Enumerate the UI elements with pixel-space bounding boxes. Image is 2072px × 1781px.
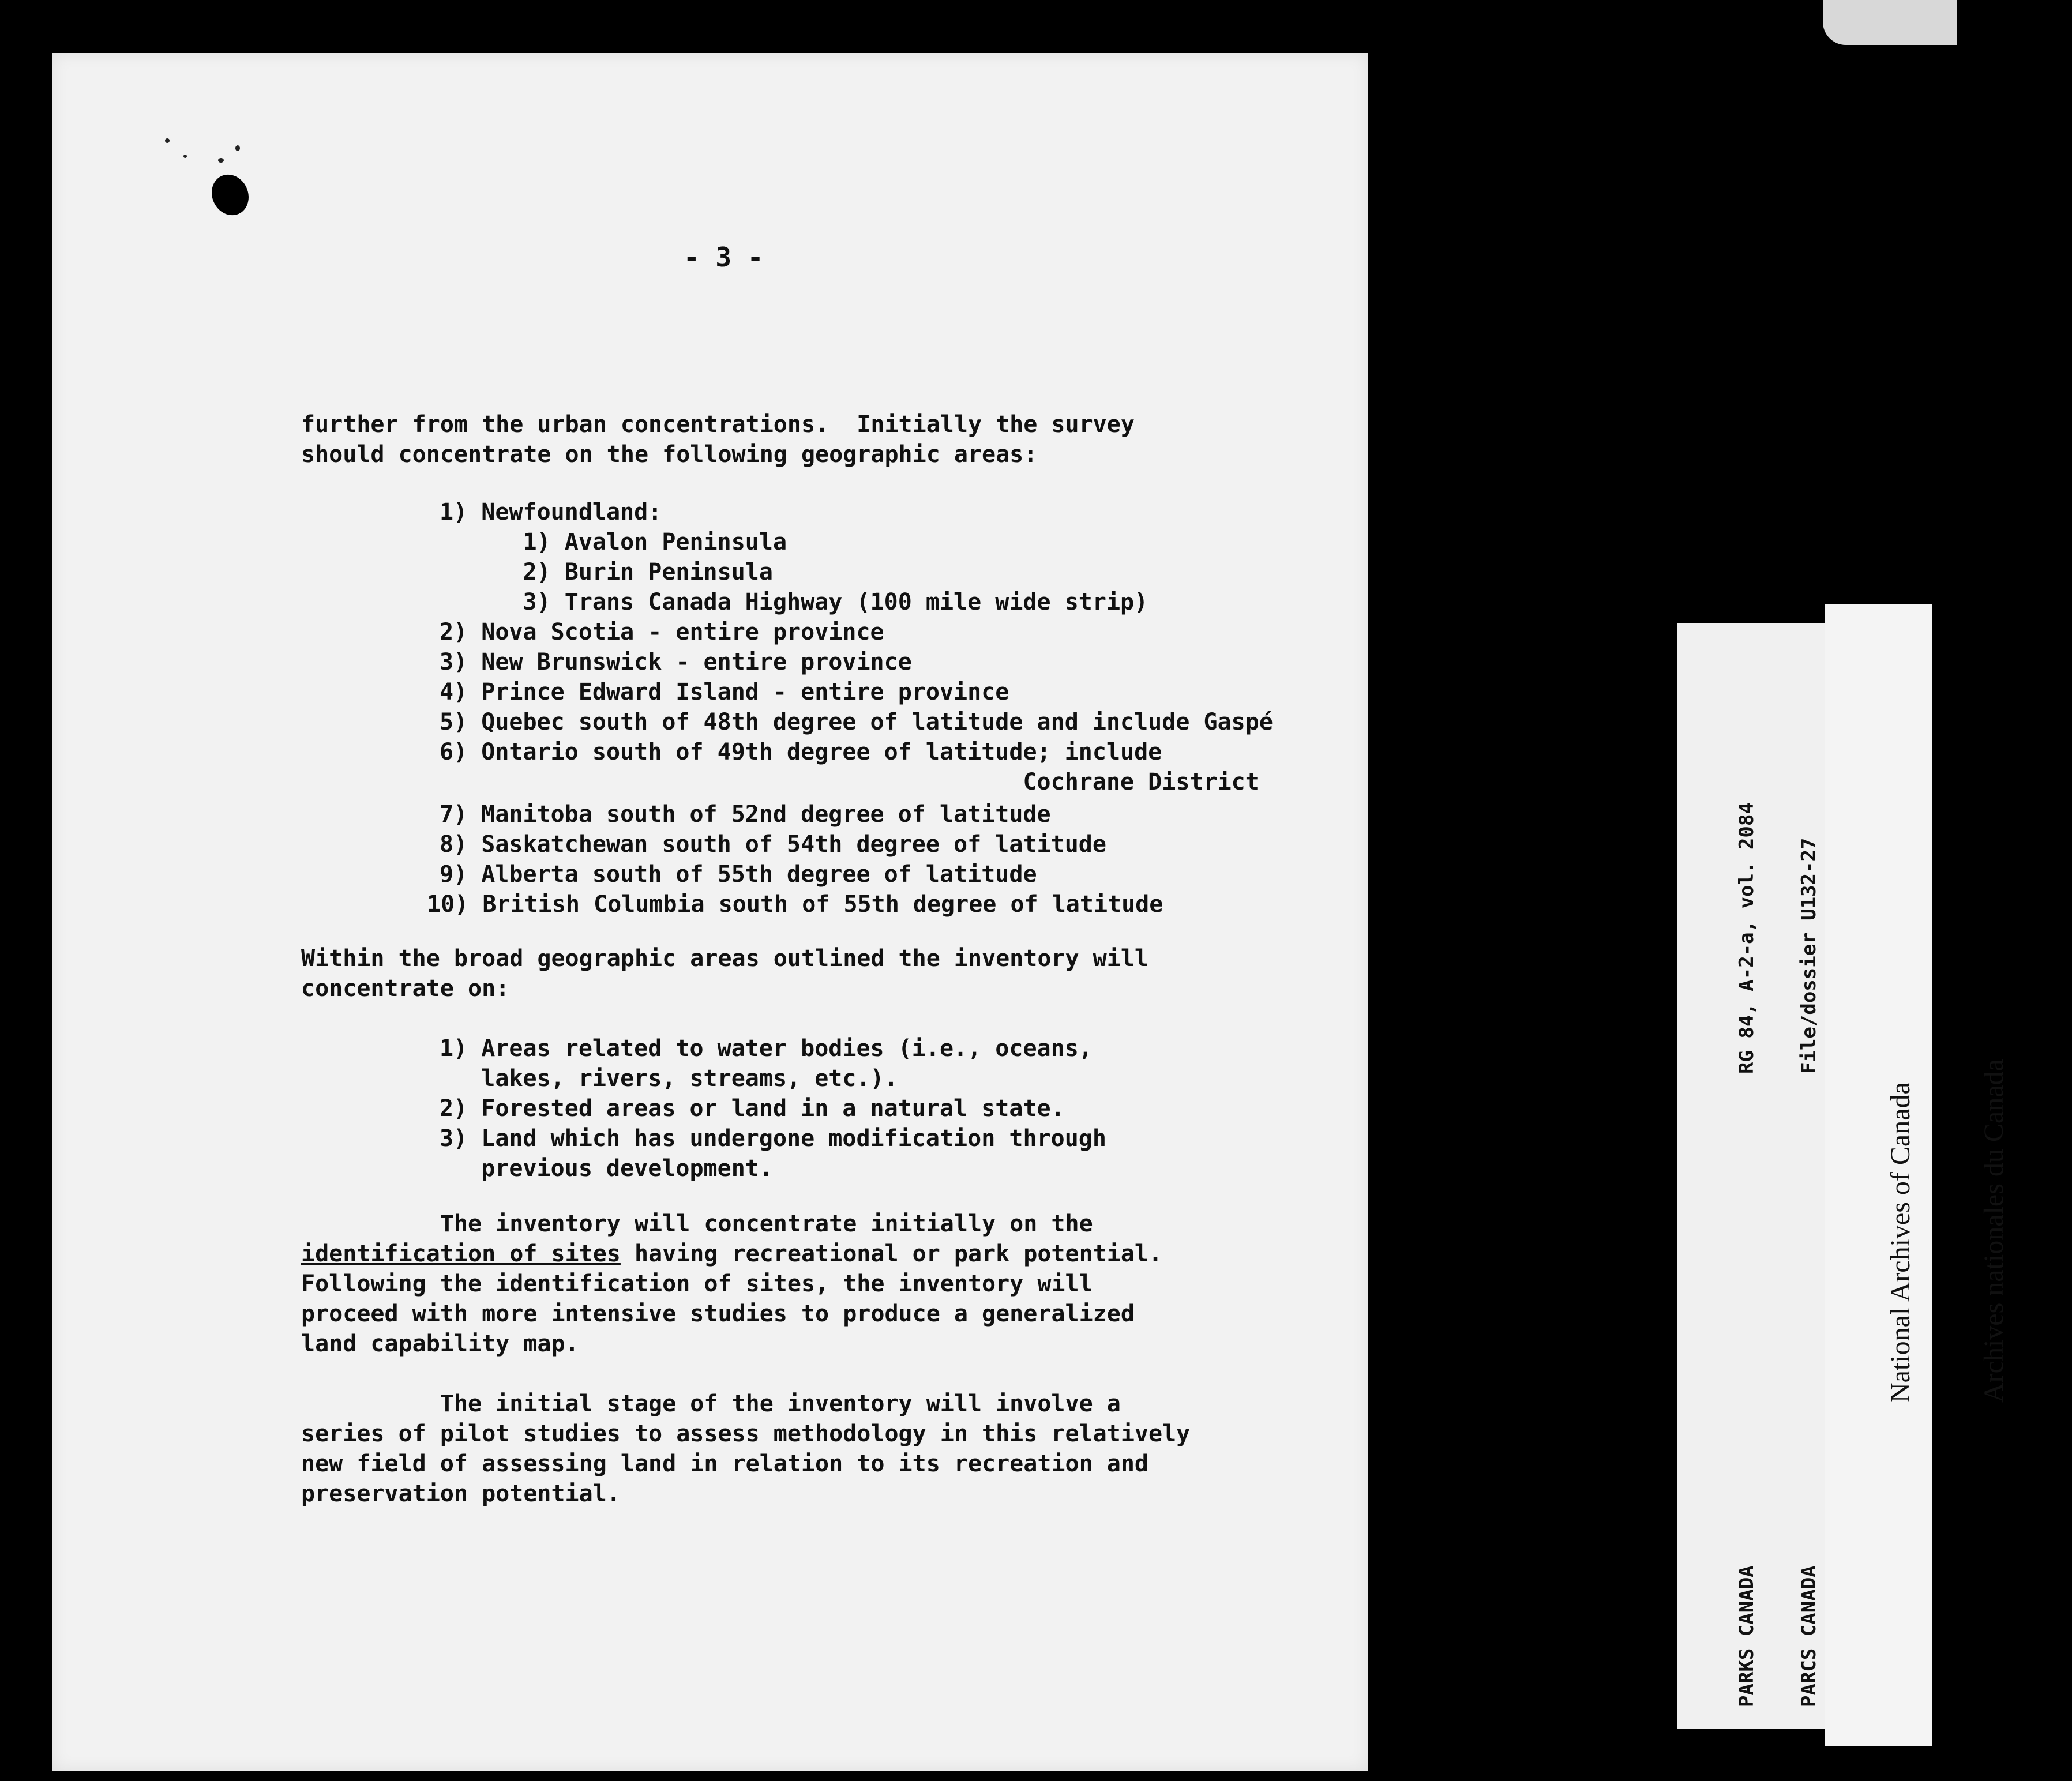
inventory-line: The inventory will concentrate initially on the <box>301 1211 1093 1237</box>
list-item: previous development. <box>440 1155 773 1182</box>
underlined-phrase: identification of sites <box>301 1241 621 1267</box>
list-item: 3) New Brunswick - entire province <box>440 649 912 675</box>
list-item: 2) Forested areas or land in a natural state. <box>440 1095 1065 1122</box>
page-number: - 3 - <box>684 242 764 273</box>
initial-line: series of pilot studies to assess methodology in this relatively <box>301 1421 1191 1447</box>
list-item: 1) Areas related to water bodies (i.e., oceans, <box>440 1035 1093 1062</box>
punch-hole <box>205 168 256 221</box>
within-line: Within the broad geographic areas outlined the inventory will <box>301 945 1149 972</box>
ink-speck <box>183 155 187 158</box>
inventory-line: proceed with more intensive studies to produce a generalized <box>301 1301 1135 1327</box>
archives-line: Archives nationales du Canada <box>1979 1059 2009 1403</box>
list-item: 2) Nova Scotia - entire province <box>440 619 884 645</box>
initial-line: The initial stage of the inventory will involve a <box>301 1391 1121 1417</box>
parks-canada-label <box>1677 623 1829 1729</box>
inventory-line: land capability map. <box>301 1331 579 1357</box>
reference-line: RG 84, A-2-a, vol. 2084 <box>1735 802 1758 1074</box>
list-item: 3) Land which has undergone modification through <box>440 1125 1106 1152</box>
list-item: 1) Newfoundland: <box>440 499 662 525</box>
list-item: 3) Trans Canada Highway (100 mile wide strip) <box>440 589 1148 615</box>
list-item: 8) Saskatchewan south of 54th degree of latitude <box>440 831 1106 858</box>
list-item: 10) British Columbia south of 55th degree of latitude <box>427 891 1163 918</box>
list-item: 2) Burin Peninsula <box>440 559 773 585</box>
list-item: 1) Avalon Peninsula <box>440 529 787 555</box>
inventory-line <box>301 1239 1162 1269</box>
inventory-line: Following the identification of sites, the inventory will <box>301 1271 1093 1297</box>
reference-line: File/dossier U132-27 <box>1797 837 1820 1074</box>
list-item: 5) Quebec south of 48th degree of latitude and include Gaspé <box>440 709 1273 735</box>
list-item: 7) Manitoba south of 52nd degree of latitude <box>440 801 1051 828</box>
initial-line: preservation potential. <box>301 1481 621 1507</box>
list-item: Cochrane District <box>440 769 1259 795</box>
intro-line: should concentrate on the following geographic areas: <box>301 441 1038 468</box>
within-line: concentrate on: <box>301 975 510 1002</box>
corner-chip <box>1823 0 1957 45</box>
archives-line: National Archives of Canada <box>1885 1082 1916 1403</box>
list-item: 9) Alberta south of 55th degree of latitude <box>440 861 1037 888</box>
initial-line: new field of assessing land in relation to its recreation and <box>301 1451 1149 1477</box>
parks-line: PARCS CANADA <box>1797 1565 1820 1707</box>
list-item: 4) Prince Edward Island - entire province <box>440 679 1009 705</box>
inventory-line-rest: having recreational or park potential. <box>620 1241 1163 1267</box>
ink-speck <box>165 138 170 143</box>
list-item: lakes, rivers, streams, etc.). <box>440 1065 898 1092</box>
document-page <box>52 53 1368 1771</box>
national-archives-text <box>1823 1059 2072 1403</box>
ink-speck <box>218 158 224 163</box>
parks-line: PARKS CANADA <box>1735 1565 1758 1707</box>
ink-speck <box>235 145 240 151</box>
intro-line: further from the urban concentrations. Initially the survey <box>301 411 1135 438</box>
list-item: 6) Ontario south of 49th degree of latitude; include <box>440 739 1162 765</box>
